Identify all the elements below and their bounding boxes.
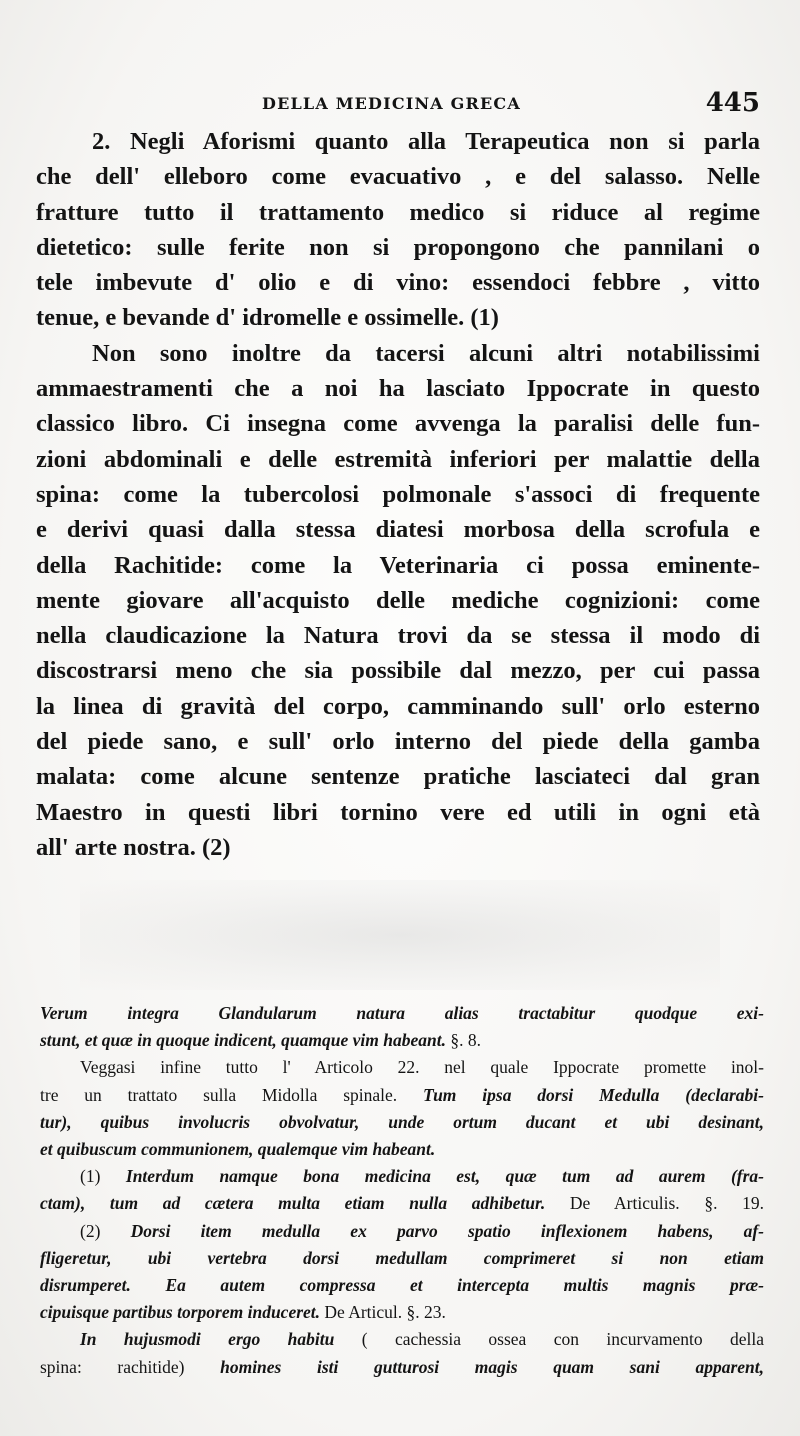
latin-quote: Interdum namque bona medicina est, quæ tum ad aurem (fra- — [125, 1166, 765, 1187]
footnote-line — [40, 1027, 764, 1054]
footnote-line — [40, 1245, 764, 1272]
note-text: ( cachessia ossea con incurvamento della — [334, 1329, 765, 1350]
running-title: DELLA MEDICINA GRECA — [262, 94, 521, 113]
footnote-line — [40, 1326, 764, 1353]
main-text — [36, 124, 760, 865]
bleed-through-smudge — [80, 880, 720, 990]
citation: §. 8. — [445, 1030, 481, 1051]
footnote-marker: (1) — [80, 1166, 126, 1187]
latin-quote: Dorsi item medulla ex parvo spatio inflexionem habens, af- — [130, 1220, 765, 1241]
footnote-line — [40, 1109, 764, 1136]
footnote-line — [40, 1054, 764, 1081]
footnote-line — [40, 1190, 764, 1217]
footnote-line — [40, 1000, 764, 1027]
latin-quote: tur), quibus involucris obvolvatur, unde ortum ducant et ubi desinant, — [40, 1111, 764, 1132]
note-text: spina: rachitide) — [40, 1356, 221, 1377]
footnote-marker: (2) — [80, 1220, 131, 1241]
text-line: del piede sano, e sull' orlo interno del piede della gamba — [36, 728, 760, 756]
text-line: Maestro in questi libri tornino vere ed utili in ogni età — [36, 798, 760, 826]
text-line: zioni abdominali e delle estremità inferiori per malattie della — [36, 445, 760, 473]
text-line: della Rachitide: come la Veterinaria ci possa eminente- — [36, 551, 760, 579]
footnotes — [40, 1000, 764, 1381]
text-line: tele imbevute d' olio e di vino: essendoci febbre , vitto — [36, 269, 760, 297]
text-line: spina: come la tubercolosi polmonale s'associ di frequente — [36, 480, 760, 508]
latin-quote: disrumperet. Ea autem compressa et intercepta multis magnis præ- — [40, 1275, 764, 1296]
page-header — [36, 88, 764, 124]
text-line: e derivi quasi dalla stessa diatesi morbosa della scrofula e — [36, 516, 760, 544]
footnote-line — [40, 1299, 764, 1326]
text-line: che dell' elleboro come evacuativo , e del salasso. Nelle — [36, 163, 760, 191]
text-line: discostrarsi meno che sia possibile dal mezzo, per cui passa — [36, 657, 760, 685]
page-number: 445 — [705, 88, 760, 118]
text-line: fratture tutto il trattamento medico si riduce al regime — [36, 198, 760, 226]
text-line: classico libro. Ci insegna come avvenga la paralisi delle fun- — [36, 410, 760, 438]
latin-quote: stunt, et quæ in quoque indicent, quamque vim habeant. — [40, 1030, 446, 1051]
citation: De Articulis. §. 19. — [545, 1193, 764, 1214]
text-line: 2. Negli Aforismi quanto alla Terapeutica non si parla — [92, 128, 760, 155]
text-line: ammaestramenti che a noi ha lasciato Ippocrate in questo — [36, 375, 760, 403]
footnote-line — [40, 1136, 764, 1163]
footnote-line — [40, 1272, 764, 1299]
note-text: Veggasi infine tutto l' Articolo 22. nel quale Ippocrate promette inol- — [80, 1057, 764, 1078]
latin-quote: In hujusmodi ergo habitu — [80, 1329, 335, 1350]
latin-quote: cipuisque partibus torporem induceret. — [40, 1302, 321, 1323]
citation: De Articul. §. 23. — [320, 1302, 446, 1323]
latin-quote: fligeretur, ubi vertebra dorsi medullam comprimeret si non etiam — [40, 1247, 764, 1268]
latin-quote: et quibuscum communionem, qualemque vim habeant. — [40, 1139, 436, 1160]
text-line: la linea di gravità del corpo, camminando sull' orlo esterno — [36, 692, 760, 720]
latin-quote: Verum integra Glandularum natura alias tractabitur quodque exi- — [40, 1003, 764, 1023]
text-line: all' arte nostra. (2) — [36, 833, 231, 861]
text-line: dietetico: sulle ferite non si propongono che pannilani o — [36, 233, 760, 261]
text-line: tenue, e bevande d' idromelle e ossimelle. (1) — [36, 304, 499, 332]
text-line: Non sono inoltre da tacersi alcuni altri notabilissimi — [92, 339, 760, 367]
text-line: nella claudicazione la Natura trovi da se stessa il modo di — [36, 622, 760, 650]
latin-quote: ctam), tum ad cætera multa etiam nulla adhibetur. — [40, 1193, 546, 1214]
text-line: malata: come alcune sentenze pratiche lasciateci dal gran — [36, 763, 760, 791]
latin-quote: homines isti gutturosi magis quam sani apparent, — [220, 1356, 764, 1377]
footnote-line — [40, 1082, 764, 1109]
footnote-line — [40, 1354, 764, 1381]
footnote-line — [40, 1218, 764, 1245]
text-line: mente giovare all'acquisto delle mediche cognizioni: come — [36, 586, 760, 614]
footnote-line — [40, 1163, 764, 1190]
note-text: tre un trattato sulla Midolla spinale. — [40, 1084, 424, 1105]
latin-quote: Tum ipsa dorsi Medulla (declarabi- — [423, 1084, 764, 1105]
